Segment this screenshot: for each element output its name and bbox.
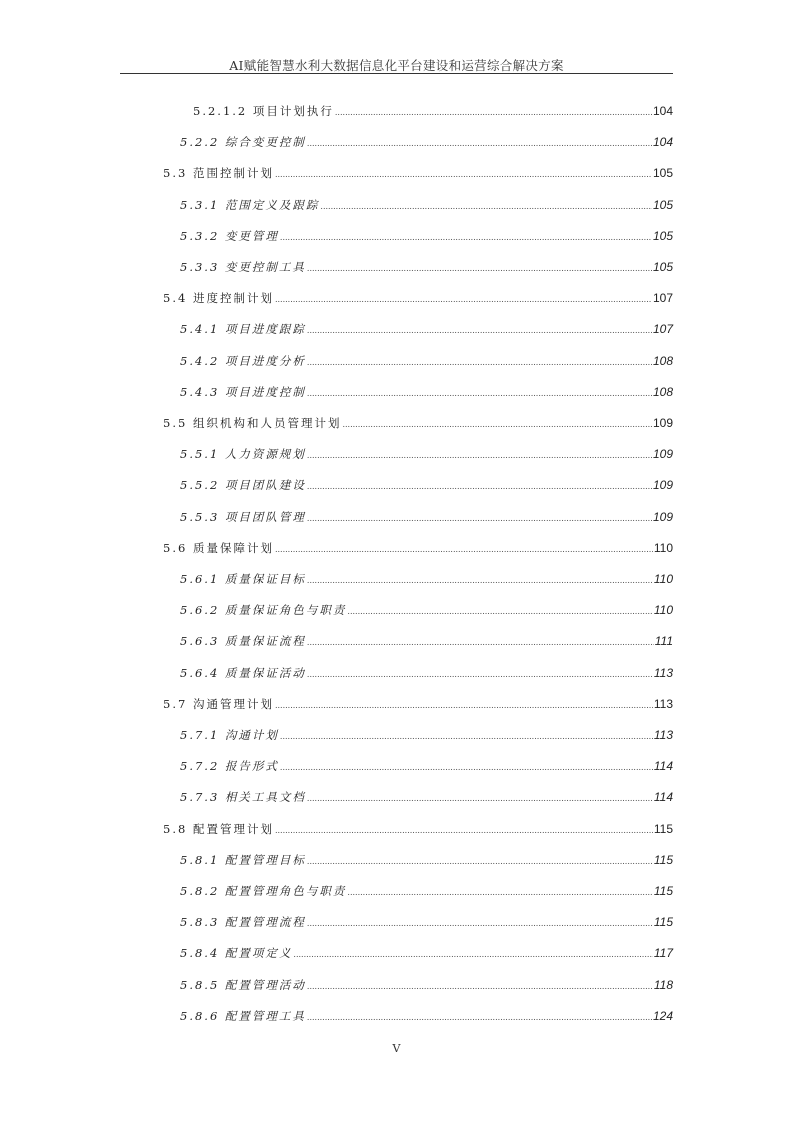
- toc-entry[interactable]: [180, 945, 673, 961]
- toc-entry[interactable]: [180, 789, 673, 805]
- toc-entry[interactable]: [180, 384, 673, 400]
- toc-entry[interactable]: [180, 353, 673, 369]
- dot-leader: [307, 790, 653, 804]
- toc-entry-page: 111: [654, 634, 673, 649]
- dot-leader: [320, 198, 652, 212]
- toc-entry[interactable]: [180, 321, 673, 337]
- toc-entry-page: 110: [653, 603, 673, 618]
- toc-entry[interactable]: [163, 290, 673, 306]
- toc-entry-page: 115: [653, 852, 673, 867]
- dot-leader: [307, 510, 652, 524]
- toc-entry[interactable]: [180, 134, 673, 150]
- dot-leader: [307, 1009, 652, 1023]
- toc-entry-page: 105: [652, 166, 673, 181]
- toc-entry-title: 5.8.1 配置管理目标: [180, 852, 306, 867]
- dot-leader: [307, 385, 652, 399]
- toc-entry-page: 114: [653, 759, 673, 774]
- toc-entry-title: 5.3.3 变更控制工具: [180, 260, 306, 274]
- toc-entry-title: 5.4.1 项目进度跟踪: [180, 322, 306, 337]
- toc-entry-page: 109: [652, 447, 673, 462]
- dot-leader: [347, 884, 652, 898]
- page-number: V: [392, 1042, 401, 1055]
- toc-entry-title: 5.4 进度控制计划: [163, 291, 274, 306]
- toc-entry-title: 5.3.1 范围定义及跟踪: [180, 197, 320, 212]
- dot-leader: [307, 447, 652, 461]
- header-rule: [120, 73, 673, 74]
- toc-entry-title: 5.2.1.2 项目计划执行: [193, 104, 334, 118]
- toc-entry-title: 5.7.3 相关工具文档: [180, 790, 306, 805]
- toc-entry-title: 5.6.2 质量保证角色与职责: [180, 603, 347, 618]
- dot-leader: [275, 697, 653, 711]
- toc-entry[interactable]: [180, 228, 673, 244]
- toc-entry[interactable]: [163, 821, 673, 837]
- toc-entry[interactable]: [180, 259, 673, 275]
- dot-leader: [293, 946, 652, 960]
- toc-entry[interactable]: [180, 602, 673, 618]
- toc-entry-title: 5.5.1 人力资源规划: [180, 447, 306, 462]
- toc-entry-page: 115: [653, 821, 673, 836]
- dot-leader: [307, 666, 653, 680]
- toc-entry-title: 5.3 范围控制计划: [163, 166, 274, 181]
- dot-leader: [307, 634, 654, 648]
- toc-entry[interactable]: [180, 758, 673, 774]
- toc-entry-title: 5.4.2 项目进度分析: [180, 353, 306, 368]
- toc-entry-page: 113: [653, 728, 673, 742]
- toc-entry-page: 107: [652, 291, 673, 306]
- dot-leader: [307, 853, 653, 867]
- dot-leader: [307, 978, 653, 992]
- toc-entry-title: 5.8.5 配置管理活动: [180, 977, 306, 992]
- toc-entry-page: 110: [653, 572, 673, 586]
- toc-entry-page: 109: [652, 416, 673, 430]
- dot-leader: [307, 354, 652, 368]
- dot-leader: [280, 229, 652, 243]
- dot-leader: [275, 291, 652, 305]
- toc-entry-page: 105: [652, 228, 673, 243]
- running-header: AI赋能智慧水利大数据信息化平台建设和运营综合解决方案: [229, 58, 564, 73]
- toc-entry-page: 124: [652, 1008, 673, 1023]
- toc-entry[interactable]: [163, 165, 673, 181]
- toc-entry[interactable]: [180, 509, 673, 525]
- toc-entry-page: 113: [653, 696, 673, 711]
- toc-entry-title: 5.8.2 配置管理角色与职责: [180, 884, 347, 898]
- toc-entry[interactable]: [180, 883, 673, 899]
- toc-entry-title: 5.8.3 配置管理流程: [180, 915, 306, 930]
- toc-entry-title: 5.3.2 变更管理: [180, 228, 279, 243]
- toc-entry-page: 107: [652, 322, 673, 337]
- dot-leader: [307, 572, 653, 586]
- toc-entry[interactable]: [193, 103, 673, 119]
- toc-entry[interactable]: [180, 197, 673, 213]
- toc-entry[interactable]: [180, 914, 673, 930]
- toc-entry[interactable]: [163, 540, 673, 556]
- toc-entry[interactable]: [180, 446, 673, 462]
- toc-entry[interactable]: [180, 571, 673, 587]
- toc-entry-title: 5.6.3 质量保证流程: [180, 634, 306, 649]
- toc-entry-page: 115: [653, 884, 673, 898]
- toc-entry-title: 5.4.3 项目进度控制: [180, 384, 306, 399]
- dot-leader: [280, 759, 653, 773]
- toc-entry-page: 110: [653, 540, 673, 555]
- dot-leader: [275, 541, 653, 555]
- dot-leader: [307, 260, 652, 274]
- toc-entry-page: 118: [653, 977, 673, 992]
- dot-leader: [275, 822, 653, 836]
- toc-entry-page: 115: [653, 915, 673, 930]
- toc-entry-page: 109: [652, 478, 673, 493]
- toc-entry-page: 109: [652, 509, 673, 524]
- dot-leader: [275, 166, 652, 180]
- toc-entry-title: 5.6.4 质量保证活动: [180, 665, 306, 680]
- toc-entry-title: 5.6 质量保障计划: [163, 540, 274, 555]
- dot-leader: [307, 478, 652, 492]
- toc-entry-title: 5.5 组织机构和人员管理计划: [163, 416, 342, 430]
- dot-leader: [347, 603, 652, 617]
- toc-entry-page: 105: [652, 260, 673, 274]
- toc-entry-title: 5.8.4 配置项定义: [180, 946, 293, 961]
- toc-entry-page: 117: [653, 946, 673, 961]
- toc-entry[interactable]: [180, 977, 673, 993]
- toc-entry-title: 5.7.2 报告形式: [180, 759, 279, 774]
- dot-leader: [307, 135, 652, 149]
- toc-entry[interactable]: [180, 727, 673, 743]
- toc-entry[interactable]: [180, 665, 673, 681]
- toc-entry-title: 5.8 配置管理计划: [163, 821, 274, 836]
- toc-entry-title: 5.2.2 综合变更控制: [180, 135, 306, 150]
- toc-entry[interactable]: [163, 696, 673, 712]
- toc-entry-title: 5.7.1 沟通计划: [180, 728, 279, 742]
- dot-leader: [280, 728, 653, 742]
- toc-entry-page: 108: [652, 353, 673, 368]
- toc-entry-title: 5.6.1 质量保证目标: [180, 572, 306, 586]
- dot-leader: [307, 322, 652, 336]
- toc-entry[interactable]: [180, 477, 673, 493]
- toc-entry-title: 5.8.6 配置管理工具: [180, 1008, 306, 1023]
- toc-entry[interactable]: [163, 415, 673, 431]
- dot-leader: [342, 416, 652, 430]
- toc-entry-title: 5.5.3 项目团队管理: [180, 509, 306, 524]
- toc-entry-page: 104: [652, 104, 673, 118]
- dot-leader: [307, 915, 653, 929]
- toc-entry-title: 5.7 沟通管理计划: [163, 696, 274, 711]
- toc-entry-title: 5.5.2 项目团队建设: [180, 478, 306, 493]
- toc-entry-page: 108: [652, 384, 673, 399]
- toc-entry[interactable]: [180, 1008, 673, 1024]
- toc-entry-page: 104: [652, 135, 673, 150]
- toc-entry-page: 114: [653, 790, 673, 805]
- toc-entry-page: 105: [652, 197, 673, 212]
- toc-entry[interactable]: [180, 633, 673, 649]
- dot-leader: [335, 104, 652, 118]
- toc-entry[interactable]: [180, 852, 673, 868]
- toc-entry-page: 113: [653, 665, 673, 680]
